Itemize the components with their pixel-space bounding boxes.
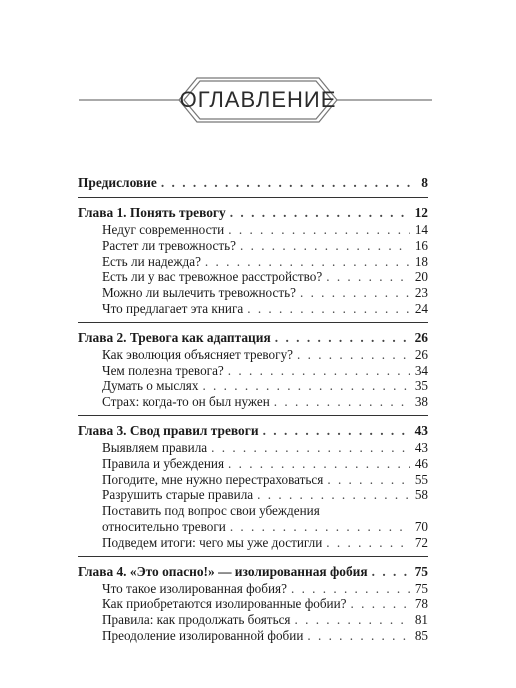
toc-chapter-page: 26 xyxy=(414,329,428,345)
toc-chapter-page: 75 xyxy=(414,563,428,579)
dot-leader xyxy=(230,519,410,535)
toc-item-multiline[interactable] xyxy=(78,503,428,519)
toc-item-label: Что такое изолированная фобия? xyxy=(102,580,287,596)
section-divider xyxy=(78,322,428,323)
toc-item-label-line1: Поставить под вопрос свои убеждения xyxy=(102,503,320,519)
page-title: ОГЛАВЛЕНИЕ xyxy=(179,87,337,112)
toc-item-page: 58 xyxy=(414,487,428,503)
toc-chapter-page: 12 xyxy=(414,205,428,220)
toc-item-label: Преодоление изолированной фобии xyxy=(102,627,304,643)
toc-item-page: 55 xyxy=(414,471,428,487)
toc-chapter-label: Глава 1. Понять тревогу xyxy=(78,205,226,220)
toc-chapter-4[interactable] xyxy=(78,563,428,581)
dot-leader xyxy=(230,204,410,222)
toc-item[interactable] xyxy=(78,347,428,363)
toc-item[interactable] xyxy=(78,612,428,628)
toc-item[interactable] xyxy=(78,472,428,488)
toc-item-label: Выявляем правила xyxy=(102,439,208,455)
toc-item-page: 46 xyxy=(414,455,428,471)
toc-item-page: 26 xyxy=(414,346,428,362)
toc-item[interactable] xyxy=(78,301,428,317)
toc-item-label: Чем полезна тревога? xyxy=(102,362,224,378)
toc-item-page: 78 xyxy=(414,596,428,612)
table-of-contents xyxy=(78,174,428,644)
toc-chapter-label: Глава 4. «Это опасно!» — изолированная фобия xyxy=(78,563,368,579)
toc-item[interactable] xyxy=(78,269,428,285)
toc-item[interactable] xyxy=(78,285,428,301)
toc-item-label: Страх: когда-то он был нужен xyxy=(102,394,270,410)
toc-chapter-2[interactable] xyxy=(78,329,428,347)
toc-item-label: Погодите, мне нужно перестраховаться xyxy=(102,471,324,487)
toc-chapter-1[interactable] xyxy=(78,204,428,222)
dot-leader xyxy=(240,238,410,254)
section-divider xyxy=(78,415,428,416)
toc-item-label: Что предлагает эта книга xyxy=(102,300,244,316)
toc-item[interactable] xyxy=(78,222,428,238)
toc-item[interactable] xyxy=(78,596,428,612)
dot-leader xyxy=(307,628,410,644)
section-divider xyxy=(78,197,428,198)
toc-item-label-line2: относительно тревоги xyxy=(102,518,226,534)
dot-leader xyxy=(274,394,410,410)
toc-item[interactable] xyxy=(78,456,428,472)
toc-item-label: Есть ли у вас тревожное расстройство? xyxy=(102,269,323,285)
toc-item-page: 16 xyxy=(414,237,428,253)
toc-item-label: Думать о мыслях xyxy=(102,378,199,394)
toc-item[interactable] xyxy=(78,394,428,410)
toc-item[interactable] xyxy=(78,363,428,379)
dot-leader xyxy=(326,535,410,551)
dot-leader xyxy=(297,347,410,363)
toc-item[interactable] xyxy=(78,440,428,456)
dot-leader xyxy=(300,285,410,301)
toc-item-label: Правила и убеждения xyxy=(102,455,225,471)
dot-leader xyxy=(263,422,410,440)
dot-leader xyxy=(202,378,410,394)
dot-leader xyxy=(247,301,410,317)
toc-item-page: 85 xyxy=(414,627,428,643)
toc-entry-label: Предисловие xyxy=(78,175,157,190)
dot-leader xyxy=(295,612,410,628)
toc-item-page: 24 xyxy=(414,300,428,316)
toc-item-label: Как эволюция объясняет тревогу? xyxy=(102,346,294,362)
toc-item-page: 43 xyxy=(414,439,428,455)
toc-item-page: 20 xyxy=(414,269,428,285)
toc-item-label: Разрушить старые правила xyxy=(102,487,254,503)
toc-chapter-label: Глава 3. Свод правил тревоги xyxy=(78,422,259,438)
toc-item-label: Подведем итоги: чего мы уже достигли xyxy=(102,534,323,550)
dot-leader xyxy=(351,596,410,612)
section-divider xyxy=(78,556,428,557)
dot-leader xyxy=(228,222,410,238)
toc-item-page: 34 xyxy=(414,362,428,378)
toc-item-page: 81 xyxy=(414,612,428,628)
toc-item[interactable] xyxy=(78,535,428,551)
toc-chapter-page: 43 xyxy=(414,422,428,438)
dot-leader xyxy=(326,269,410,285)
toc-item[interactable] xyxy=(78,254,428,270)
dot-leader xyxy=(275,329,410,347)
toc-item-page: 14 xyxy=(414,222,428,237)
toc-item-label: Растет ли тревожность? xyxy=(102,237,236,253)
dot-leader xyxy=(291,581,410,597)
dot-leader xyxy=(372,563,410,581)
toc-entry-page: 8 xyxy=(421,175,428,190)
toc-item-page: 70 xyxy=(414,518,428,534)
dot-leader xyxy=(228,456,410,472)
toc-item[interactable] xyxy=(78,238,428,254)
toc-item-page: 75 xyxy=(414,580,428,596)
dot-leader xyxy=(205,254,410,270)
toc-item[interactable] xyxy=(78,378,428,394)
toc-item-label: Есть ли надежда? xyxy=(102,253,201,269)
toc-item-label: Можно ли вылечить тревожность? xyxy=(102,285,296,301)
toc-item[interactable] xyxy=(78,628,428,644)
toc-item[interactable] xyxy=(78,581,428,597)
toc-item-page: 18 xyxy=(414,253,428,269)
dot-leader xyxy=(327,472,410,488)
toc-entry-preface[interactable] xyxy=(78,174,428,192)
toc-item-page: 35 xyxy=(414,378,428,394)
dot-leader xyxy=(228,363,410,379)
toc-item[interactable] xyxy=(78,487,428,503)
dot-leader xyxy=(211,440,410,456)
toc-item-label: Как приобретаются изолированные фобии? xyxy=(102,596,347,612)
dot-leader xyxy=(257,487,410,503)
toc-item-multiline-end[interactable] xyxy=(78,519,428,535)
toc-item-page: 23 xyxy=(414,285,428,301)
toc-item-page: 38 xyxy=(414,394,428,410)
toc-item-label: Недуг современности xyxy=(102,222,225,237)
toc-item-label: Правила: как продолжать бояться xyxy=(102,612,291,628)
toc-item-page: 72 xyxy=(414,534,428,550)
toc-header xyxy=(0,74,516,126)
toc-chapter-3[interactable] xyxy=(78,422,428,440)
dot-leader xyxy=(161,174,410,192)
toc-chapter-label: Глава 2. Тревога как адаптация xyxy=(78,329,271,345)
